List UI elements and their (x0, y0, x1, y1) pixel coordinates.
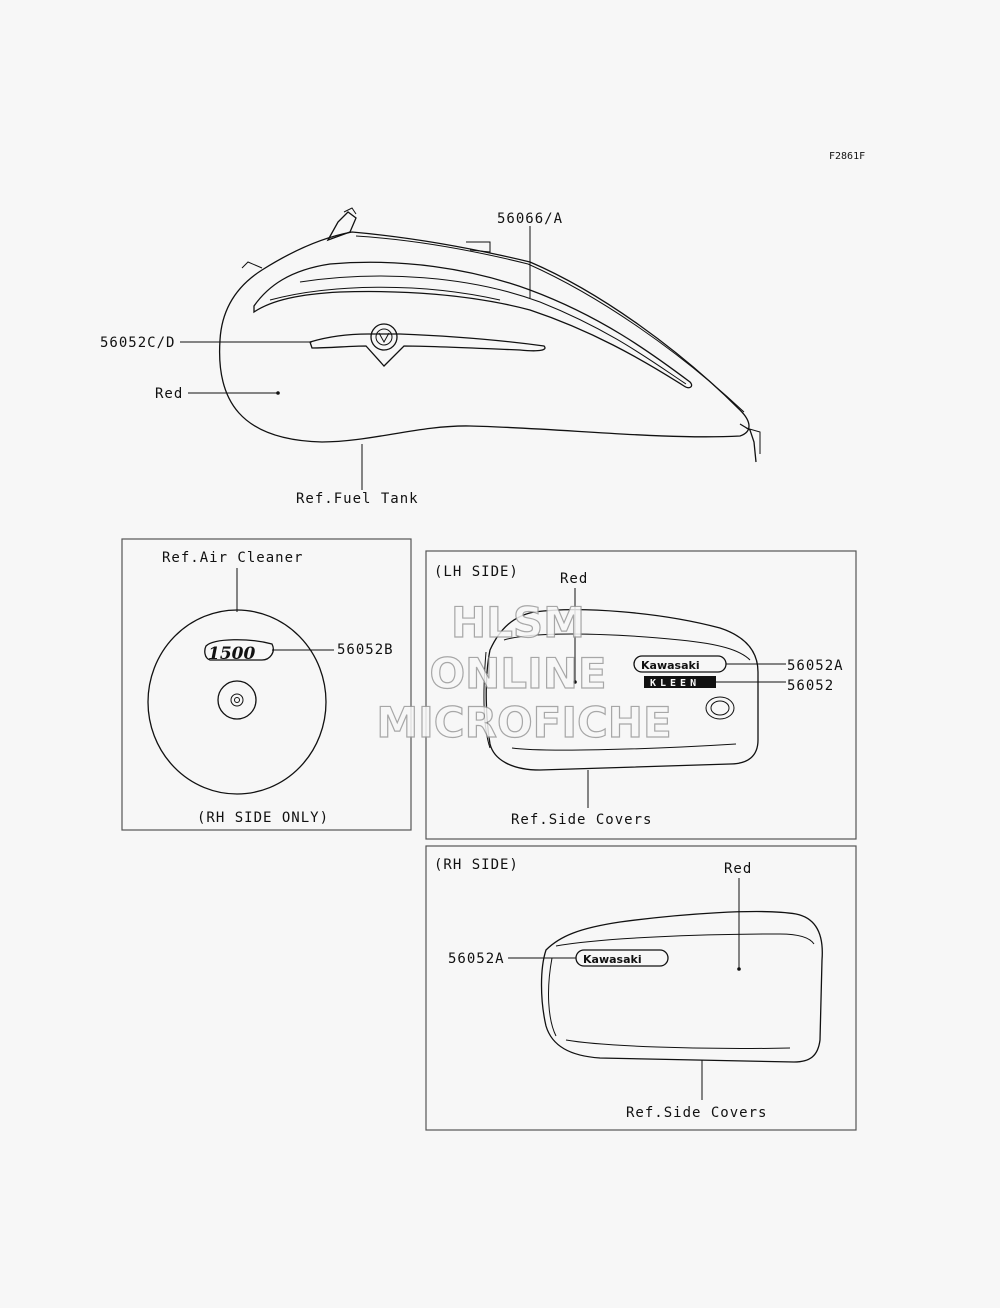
tank-emblem-wing (310, 334, 545, 366)
label-air-cleaner-part: 56052B (337, 642, 394, 658)
watermark-line-1: HLSM (451, 598, 585, 647)
tank-filler-cap (328, 212, 356, 240)
label-rh-side-only: (RH SIDE ONLY) (197, 810, 330, 826)
label-ref-air-cleaner: Ref.Air Cleaner (162, 550, 304, 566)
lh-side-title: (LH SIDE) (434, 564, 519, 580)
rh-side-panel (426, 846, 856, 1130)
tank-stripe-decal (254, 262, 692, 387)
lh-badge-text: Kawasaki (641, 659, 700, 672)
label-lh-56052: 56052 (787, 678, 835, 694)
label-rh-color: Red (724, 861, 753, 877)
watermark-line-2: ONLINE (429, 649, 607, 698)
air-cleaner-center-hole (235, 698, 240, 703)
label-lh-ref: Ref.Side Covers (511, 812, 653, 828)
air-cleaner-center-boss (218, 681, 256, 719)
watermark-line-3: MICROFICHE (376, 698, 672, 747)
tank-stripe-inner (300, 276, 686, 384)
label-tank-color: Red (155, 386, 184, 402)
rh-side-cover (542, 912, 823, 1062)
label-stripe-part: 56066/A (497, 211, 564, 227)
tank-top-edge (356, 236, 744, 412)
label-lh-56052a: 56052A (787, 658, 844, 674)
tank-mount-tab-front (242, 262, 262, 268)
label-rh-ref: Ref.Side Covers (626, 1105, 768, 1121)
tank-stripe-inner-2 (270, 287, 500, 300)
air-cleaner-emblem-text: 1500 (208, 644, 256, 664)
label-emblem-part: 56052C/D (100, 335, 176, 351)
tank-emblem-badge (371, 324, 397, 350)
air-cleaner-emblem (205, 640, 273, 664)
label-lh-color: Red (560, 571, 589, 587)
lh-kleen-plate (644, 676, 716, 689)
figure-code: F2861F (829, 151, 866, 162)
lh-cover-grommet (706, 697, 734, 719)
watermark (376, 598, 671, 747)
air-cleaner-panel (122, 539, 411, 830)
rh-kawasaki-badge (576, 950, 668, 966)
rh-badge-text: Kawasaki (583, 953, 642, 966)
lh-kawasaki-badge (634, 656, 726, 672)
air-cleaner-center-bolt (231, 694, 243, 706)
fuel-tank-outline (220, 232, 749, 442)
label-ref-fuel-tank: Ref.Fuel Tank (296, 491, 419, 507)
label-rh-56052a: 56052A (448, 951, 505, 967)
lh-plate-text: KLEEN (650, 678, 701, 689)
fuel-tank-drawing (220, 208, 760, 462)
rh-side-title: (RH SIDE) (434, 857, 519, 873)
